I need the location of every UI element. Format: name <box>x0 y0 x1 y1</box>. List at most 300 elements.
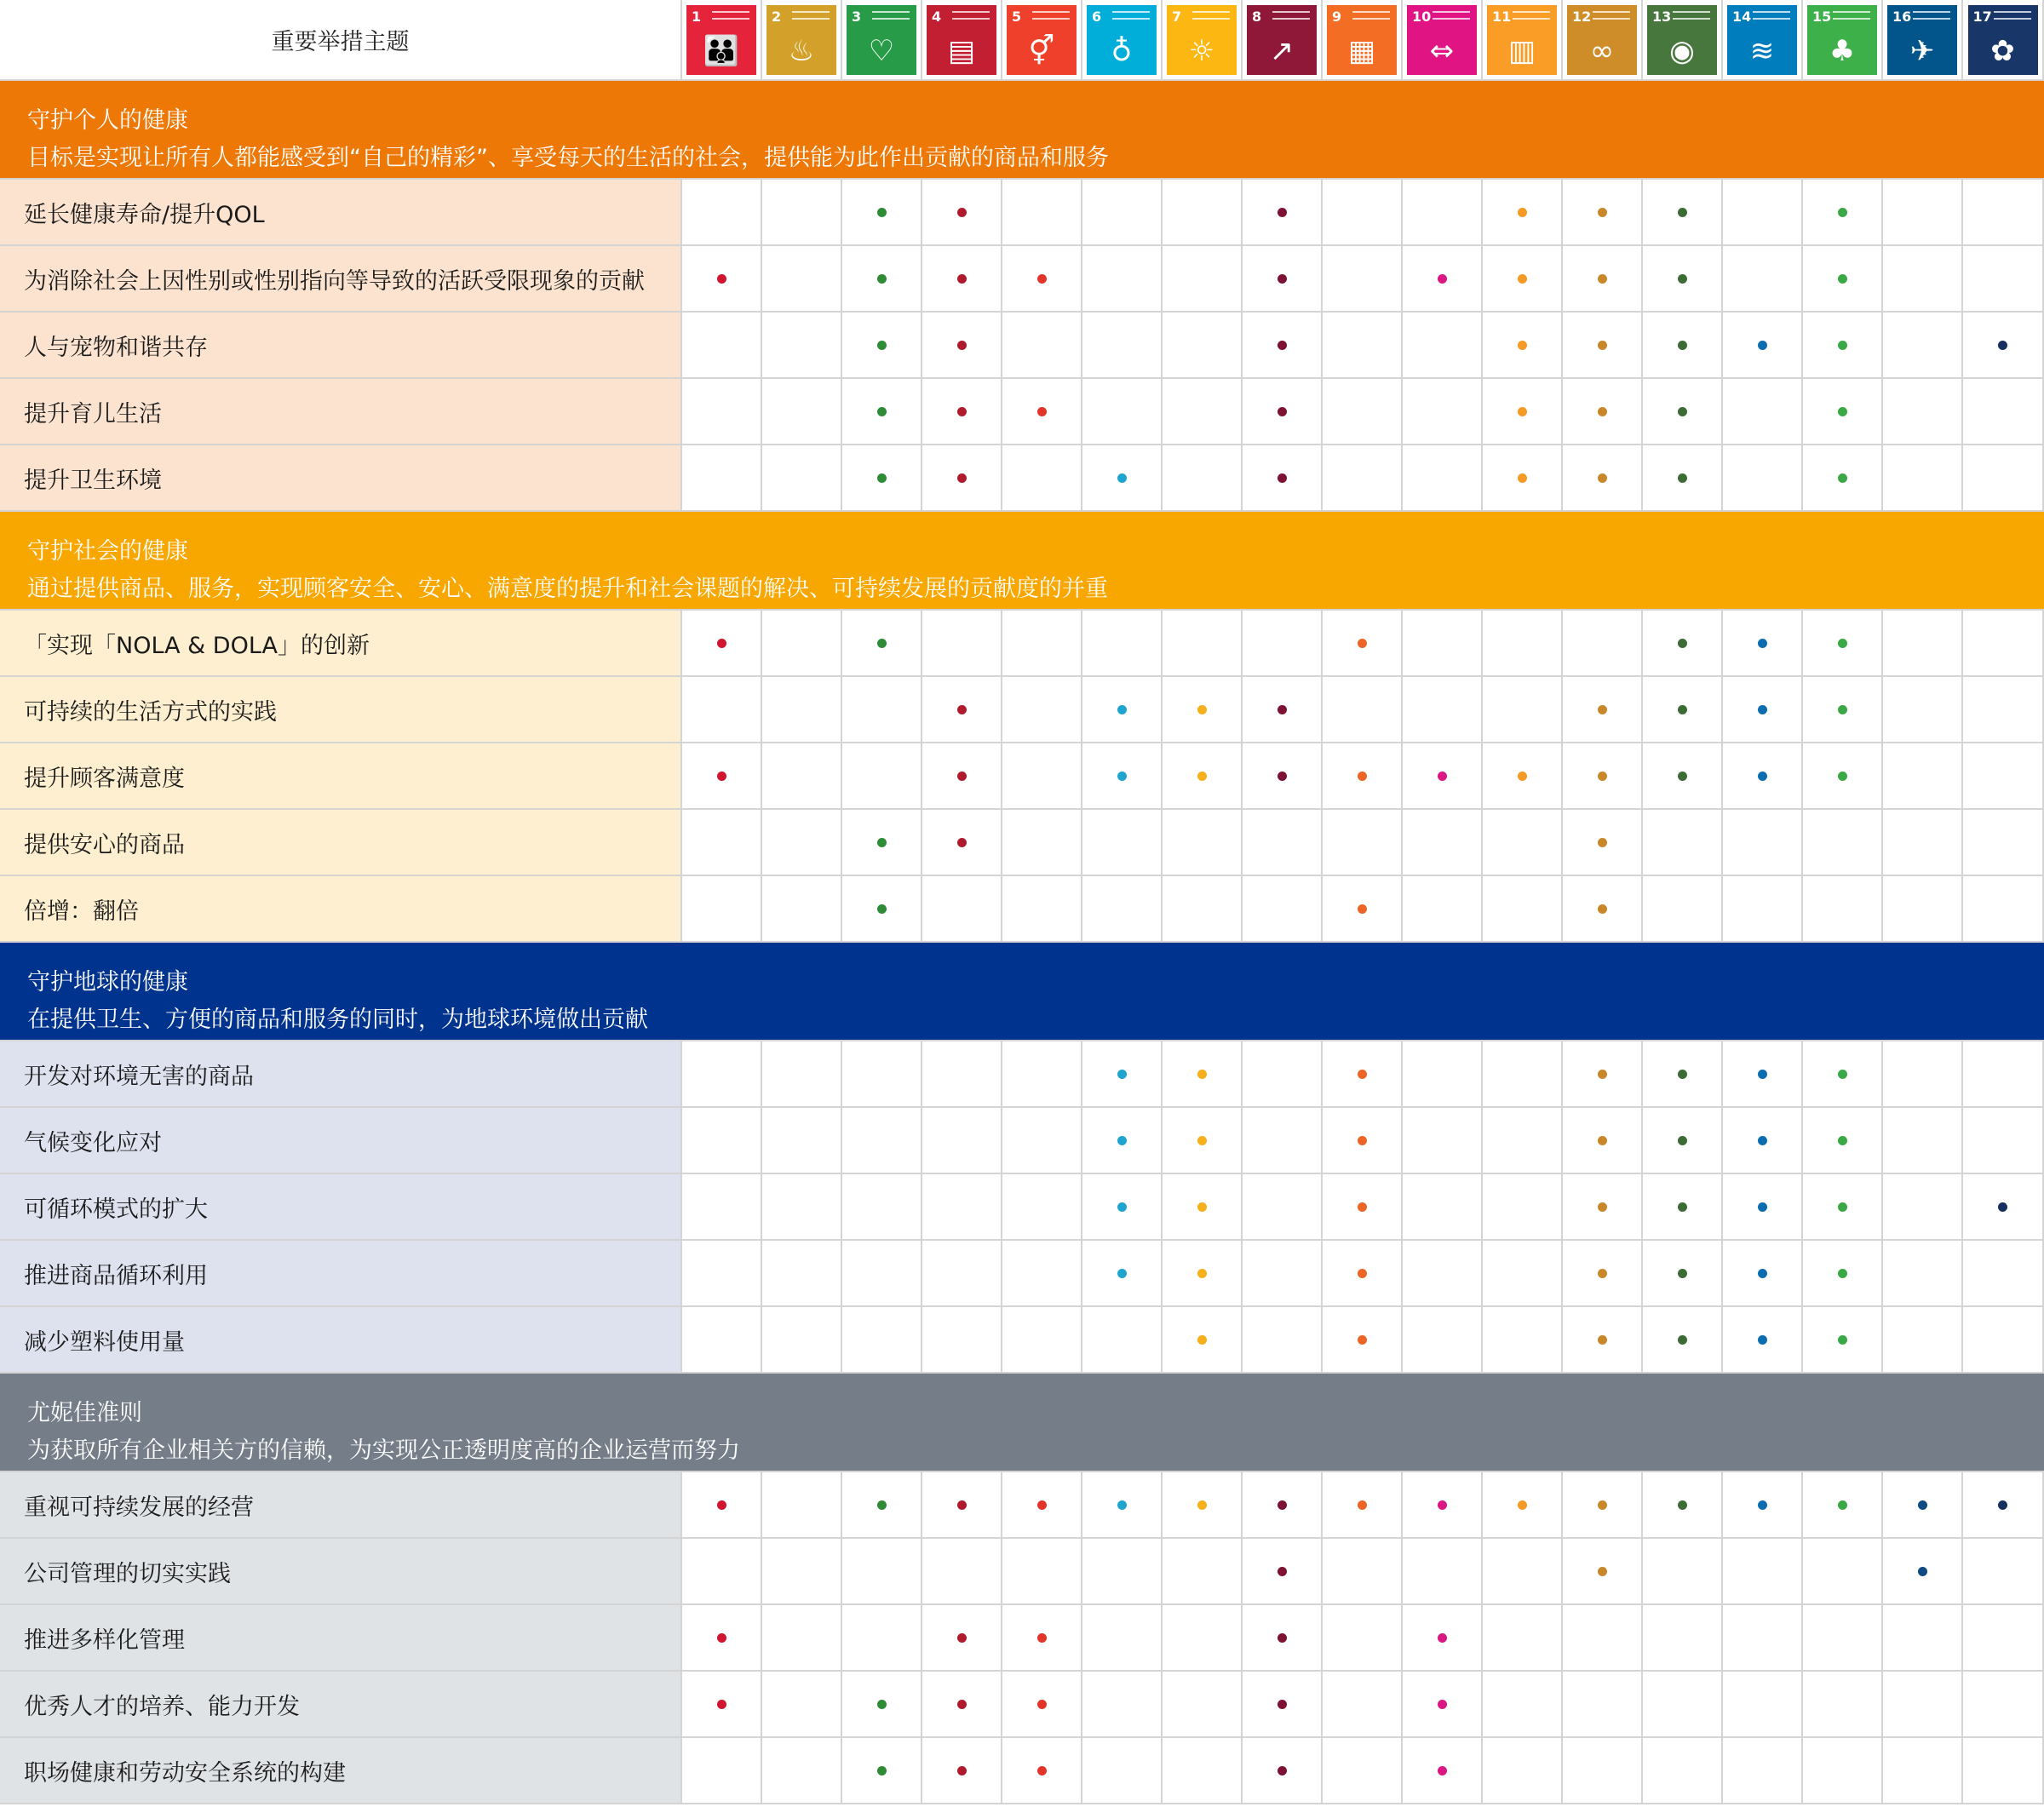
sdg-cell <box>1323 1472 1403 1539</box>
sdg-contribution-dot <box>1678 1335 1687 1345</box>
sdg-cell <box>1883 1041 1963 1108</box>
sdg-cell <box>842 677 922 743</box>
sdg-contribution-dot <box>1358 1500 1367 1510</box>
sdg-cell <box>1483 445 1563 512</box>
sdg-cell <box>762 1539 842 1605</box>
sdg-cell <box>1723 445 1803 512</box>
sdg-number: 9 <box>1332 8 1342 25</box>
sdg-cell <box>1243 180 1323 246</box>
sdg-cell <box>1723 313 1803 379</box>
sdg-cell <box>1163 1108 1243 1174</box>
sdg-cell <box>762 313 842 379</box>
sdg-contribution-dot <box>957 838 967 847</box>
sdg-contribution-dot <box>957 341 967 350</box>
sdg-cell <box>1643 677 1723 743</box>
sdg-cell <box>1963 180 2044 246</box>
sdg-cell <box>1963 743 2044 810</box>
sdg-contribution-dot <box>877 838 887 847</box>
sdg-goal-text-lines <box>1112 11 1150 20</box>
sdg-cell <box>1563 1605 1643 1672</box>
sdg-cell <box>682 1539 762 1605</box>
sdg-contribution-dot <box>1278 274 1287 284</box>
sdg-contribution-dot <box>1598 838 1607 847</box>
sdg-cell <box>1803 180 1883 246</box>
category-header <box>0 943 2044 1041</box>
sdg-contribution-dot <box>1758 1136 1767 1145</box>
sdg-cell <box>1483 1738 1563 1804</box>
sdg-contribution-dot <box>1998 1202 2007 1212</box>
sdg-city-icon <box>1487 5 1557 75</box>
theme-label: 提供安心的商品 <box>0 810 682 876</box>
sdg-cell <box>1643 1738 1723 1804</box>
theme-label: 减少塑料使用量 <box>0 1307 682 1374</box>
sdg-cell <box>762 1738 842 1804</box>
sdg-cell <box>1803 1108 1883 1174</box>
theme-label: 开发对环境无害的商品 <box>0 1041 682 1108</box>
sdg-cell <box>922 1672 1002 1738</box>
sdg-cell <box>842 1738 922 1804</box>
sdg-contribution-dot <box>1117 705 1127 714</box>
sdg-cell <box>682 379 762 445</box>
sdg-contribution-dot <box>1197 1136 1207 1145</box>
sdg-cell <box>1163 246 1243 313</box>
sdg-cell <box>1082 313 1163 379</box>
sdg-cell <box>922 1241 1002 1307</box>
sdg-cell <box>1483 246 1563 313</box>
sdg-header-cell <box>842 0 922 81</box>
sdg-contribution-dot <box>957 208 967 217</box>
sdg-cell <box>842 1472 922 1539</box>
sdg-cell <box>682 180 762 246</box>
sdg-cell <box>1963 876 2044 943</box>
sdg-contribution-dot <box>1358 1202 1367 1212</box>
sdg-cell <box>1403 1605 1483 1672</box>
sdg-cell <box>1323 810 1403 876</box>
sdg-cell <box>1243 611 1323 677</box>
sdg-cell <box>1483 1539 1563 1605</box>
sdg-cell <box>762 810 842 876</box>
sdg-cell <box>1963 810 2044 876</box>
sdg-goal-text-lines <box>792 11 830 20</box>
sdg-cell <box>762 677 842 743</box>
sdg-cell <box>1563 677 1643 743</box>
sdg-cell <box>1563 313 1643 379</box>
sdg-contribution-dot <box>1438 274 1447 284</box>
sdg-contribution-dot <box>1838 341 1847 350</box>
sdg-cell <box>1483 743 1563 810</box>
sdg-contribution-dot <box>1358 1269 1367 1278</box>
sdg-contribution-dot <box>1838 473 1847 483</box>
sdg-contribution-dot <box>1838 1202 1847 1212</box>
sdg-cell <box>1643 1605 1723 1672</box>
sdg-contribution-dot <box>1678 639 1687 648</box>
sdg-contribution-dot <box>717 274 726 284</box>
sdg-sun-icon <box>1167 5 1237 75</box>
sdg-cell <box>842 611 922 677</box>
sdg-cell <box>1163 313 1243 379</box>
sdg-number: 1 <box>692 8 702 25</box>
sdg-goal-text-lines <box>1753 11 1790 20</box>
sdg-cell <box>762 743 842 810</box>
sdg-goal-text-lines <box>1352 11 1390 20</box>
sdg-contribution-dot <box>1358 1136 1367 1145</box>
sdg-cell <box>1243 1672 1323 1738</box>
sdg-cell <box>1002 379 1082 445</box>
sdg-contribution-dot <box>1117 1202 1127 1212</box>
sdg-cell <box>1163 1605 1243 1672</box>
sdg-goal-text-lines <box>1673 11 1710 20</box>
sdg-cell <box>1643 246 1723 313</box>
sdg-cell <box>1002 246 1082 313</box>
dove-icon: ✈ <box>1909 33 1935 68</box>
bowl-icon: ♨ <box>788 33 815 68</box>
tree-icon: ♣ <box>1829 33 1856 68</box>
sdg-cell <box>1803 876 1883 943</box>
sdg-contribution-dot <box>1598 904 1607 914</box>
sdg-contribution-dot <box>1598 1202 1607 1212</box>
category-description: 目标是实现让所有人都能感受到“自己的精彩”、享受每天的生活的社会，提供能为此作出贡献的商品和服务 <box>27 145 1109 171</box>
sdg-cell <box>682 743 762 810</box>
sdg-cell <box>1403 1108 1483 1174</box>
sdg-cell <box>682 1605 762 1672</box>
sdg-contribution-dot <box>957 407 967 416</box>
sdg-cell <box>922 611 1002 677</box>
sdg-contribution-dot <box>1037 1633 1047 1643</box>
sdg-cell <box>1323 246 1403 313</box>
sdg-cell <box>1163 876 1243 943</box>
sdg-number: 10 <box>1412 8 1432 25</box>
sdg-contribution-dot <box>1598 274 1607 284</box>
sdg-cell <box>842 1041 922 1108</box>
sdg-cell <box>762 1241 842 1307</box>
sdg-header-cell <box>1002 0 1082 81</box>
sdg-cell <box>762 1041 842 1108</box>
sdg-cell <box>1002 677 1082 743</box>
sdg-cell <box>682 611 762 677</box>
theme-label: 提升顾客满意度 <box>0 743 682 810</box>
sdg-cell <box>1163 379 1243 445</box>
sdg-cell <box>922 1108 1002 1174</box>
sdg-header-cell <box>1643 0 1723 81</box>
sdg-cell <box>1883 810 1963 876</box>
sdg-cell <box>1323 677 1403 743</box>
sdg-eye-earth-icon <box>1647 5 1717 75</box>
sdg-contribution-dot <box>1117 1500 1127 1510</box>
sdg-contribution-dot <box>1037 1500 1047 1510</box>
sdg-cell <box>1002 1108 1082 1174</box>
sdg-contribution-dot <box>877 341 887 350</box>
sdg-contribution-dot <box>877 208 887 217</box>
category-header <box>0 512 2044 611</box>
sdg-cell <box>1082 677 1163 743</box>
sdg-contribution-dot <box>1518 772 1527 781</box>
sdg-cell <box>1883 445 1963 512</box>
sdg-cell <box>762 180 842 246</box>
sdg-cell <box>1483 313 1563 379</box>
sdg-cell <box>762 1307 842 1374</box>
sdg-contribution-dot <box>1838 208 1847 217</box>
sdg-cell <box>1563 1672 1643 1738</box>
sdg-cell <box>842 313 922 379</box>
sdg-cell <box>1483 1241 1563 1307</box>
sdg-cell <box>1883 1672 1963 1738</box>
sdg-cell <box>1403 180 1483 246</box>
sdg-cell <box>1243 445 1323 512</box>
sdg-cell <box>1563 1472 1643 1539</box>
sdg-contribution-dot <box>1838 1070 1847 1079</box>
theme-label: 重视可持续发展的经营 <box>0 1472 682 1539</box>
sdg-cell <box>1403 246 1483 313</box>
sdg-cell <box>922 1539 1002 1605</box>
sdg-contribution-dot <box>1678 1269 1687 1278</box>
sdg-header-cell <box>1403 0 1483 81</box>
water-icon: ♁ <box>1111 33 1133 68</box>
sdg-cell <box>682 1307 762 1374</box>
sdg-cell <box>1643 1108 1723 1174</box>
sdg-cell <box>842 445 922 512</box>
sdg-cell <box>762 445 842 512</box>
sdg-cell <box>1563 1539 1643 1605</box>
sdg-cell <box>762 1672 842 1738</box>
sdg-cell <box>1403 677 1483 743</box>
sdg-cell <box>682 1672 762 1738</box>
sdg-contribution-dot <box>957 473 967 483</box>
sdg-contribution-dot <box>957 1766 967 1775</box>
sdg-contribution-dot <box>1117 1136 1127 1145</box>
sdg-equality-arrows-icon <box>1407 5 1477 75</box>
sdg-cell <box>1483 810 1563 876</box>
theme-label: 提升育儿生活 <box>0 379 682 445</box>
sdg-cell <box>1002 180 1082 246</box>
sdg-number: 4 <box>932 8 942 25</box>
sdg-contribution-dot <box>1518 274 1527 284</box>
sdg-cell <box>922 1174 1002 1241</box>
sdg-cell <box>1483 1108 1563 1174</box>
sdg-contribution-dot <box>1598 772 1607 781</box>
sdg-cell <box>1563 1241 1643 1307</box>
sdg-number: 17 <box>1972 8 1992 25</box>
sdg-cell <box>1323 313 1403 379</box>
sdg-cell <box>1323 611 1403 677</box>
sdg-cell <box>1483 611 1563 677</box>
sdg-cell <box>1803 445 1883 512</box>
sdg-contribution-dot <box>717 1633 726 1643</box>
sdg-cell <box>1243 1241 1323 1307</box>
sdg-contribution-dot <box>1278 473 1287 483</box>
sdg-contribution-dot <box>1678 1136 1687 1145</box>
sdg-number: 15 <box>1812 8 1832 25</box>
sdg-number: 2 <box>772 8 782 25</box>
sdg-infinity-icon <box>1567 5 1637 75</box>
sdg-contribution-dot <box>1278 208 1287 217</box>
sdg-cell <box>1723 1041 1803 1108</box>
sdg-contribution-dot <box>1518 1500 1527 1510</box>
sdg-contribution-dot <box>1197 1269 1207 1278</box>
sdg-cell <box>1002 1174 1082 1241</box>
sdg-cell <box>1643 743 1723 810</box>
sdg-header-cell <box>1563 0 1643 81</box>
sdg-contribution-dot <box>1518 407 1527 416</box>
sdg-cell <box>1563 379 1643 445</box>
sdg-contribution-dot <box>1037 1766 1047 1775</box>
sdg-cell <box>1963 1738 2044 1804</box>
sdg-header-cell <box>762 0 842 81</box>
sdg-cell <box>1163 1472 1243 1539</box>
sdg-contribution-dot <box>1838 407 1847 416</box>
sdg-header-cell <box>1803 0 1883 81</box>
sdg-cell <box>682 1472 762 1539</box>
sdg-number: 7 <box>1172 8 1182 25</box>
sdg-cell <box>1082 1241 1163 1307</box>
sdg-contribution-dot <box>1598 1567 1607 1576</box>
sdg-cell <box>1483 677 1563 743</box>
sdg-contribution-dot <box>1358 904 1367 914</box>
sdg-cell <box>1082 611 1163 677</box>
sdg-contribution-dot <box>1838 639 1847 648</box>
sdg-contribution-dot <box>1197 1070 1207 1079</box>
category-description: 通过提供商品、服务，实现顾客安全、安心、满意度的提升和社会课题的解决、可持续发展的贡献度的并重 <box>27 576 1108 602</box>
sdg-cell <box>1723 1605 1803 1672</box>
sdg-contribution-dot <box>1598 1269 1607 1278</box>
category-description: 在提供卫生、方便的商品和服务的同时，为地球环境做出贡献 <box>27 1007 648 1033</box>
sdg-contribution-dot <box>877 904 887 914</box>
sdg-cell <box>682 445 762 512</box>
sdg-cell <box>1243 313 1323 379</box>
sdg-cell <box>1883 1108 1963 1174</box>
sdg-contribution-dot <box>1678 208 1687 217</box>
sdg-cell <box>1002 1539 1082 1605</box>
sdg-contribution-dot <box>957 705 967 714</box>
sdg-contribution-dot <box>1197 1202 1207 1212</box>
sdg-cell <box>1963 379 2044 445</box>
sdg-gender-icon <box>1007 5 1077 75</box>
sdg-cell <box>1243 1605 1323 1672</box>
sdg-goal-text-lines <box>1192 11 1230 20</box>
sdg-cell <box>1723 1108 1803 1174</box>
theme-label: 公司管理的切实实践 <box>0 1539 682 1605</box>
sdg-cell <box>1483 1307 1563 1374</box>
sdg-cell <box>922 246 1002 313</box>
sdg-header-cell <box>1163 0 1243 81</box>
sdg-contribution-dot <box>1518 208 1527 217</box>
sdg-cell <box>1002 1241 1082 1307</box>
sdg-contribution-dot <box>877 1500 887 1510</box>
sdg-cell <box>1723 1307 1803 1374</box>
sdg-cell <box>1002 1307 1082 1374</box>
theme-label: 可持续的生活方式的实践 <box>0 677 682 743</box>
category-title: 尤妮佳准则 <box>27 1400 142 1426</box>
sdg-cell <box>1403 1307 1483 1374</box>
sdg-cell <box>1163 611 1243 677</box>
book-icon: ▤ <box>947 33 976 68</box>
sdg-cell <box>1723 1472 1803 1539</box>
sdg-cell <box>1002 1472 1082 1539</box>
sdg-contribution-dot <box>1117 772 1127 781</box>
sdg-contribution-dot <box>957 772 967 781</box>
city-icon: ▥ <box>1507 33 1536 68</box>
sdg-cell <box>1403 611 1483 677</box>
category-title: 守护社会的健康 <box>27 538 188 565</box>
sdg-cell <box>1163 180 1243 246</box>
sdg-contribution-dot <box>1838 1335 1847 1345</box>
sdg-cell <box>1082 1605 1163 1672</box>
sdg-contribution-dot <box>957 1700 967 1709</box>
sdg-cell <box>1723 611 1803 677</box>
sdg-cell <box>682 1738 762 1804</box>
sdg-cell <box>762 1108 842 1174</box>
sdg-number: 13 <box>1652 8 1672 25</box>
sdg-cell <box>682 1174 762 1241</box>
sdg-number: 11 <box>1492 8 1512 25</box>
sdg-cell <box>842 1605 922 1672</box>
sdg-cell <box>1403 379 1483 445</box>
sdg-cell <box>1002 1738 1082 1804</box>
sdg-contribution-dot <box>1278 1633 1287 1643</box>
sdg-growth-chart-icon <box>1247 5 1317 75</box>
sdg-cell <box>842 180 922 246</box>
sdg-goal-text-lines <box>872 11 910 20</box>
sdg-cell <box>762 611 842 677</box>
sdg-contribution-dot <box>1838 274 1847 284</box>
sdg-cell <box>1643 445 1723 512</box>
sdg-cell <box>1963 1307 2044 1374</box>
theme-label: 为消除社会上因性别或性别指向等导致的活跃受限现象的贡献 <box>0 246 682 313</box>
sdg-cell <box>1323 180 1403 246</box>
sdg-cell <box>1803 810 1883 876</box>
sdg-contribution-dot <box>1678 705 1687 714</box>
sdg-cell <box>842 1241 922 1307</box>
sdg-cell <box>1883 180 1963 246</box>
sdg-cell <box>1483 1672 1563 1738</box>
sdg-cell <box>842 246 922 313</box>
sdg-cell <box>682 313 762 379</box>
sdg-cell <box>1723 810 1803 876</box>
sdg-contribution-dot <box>957 1633 967 1643</box>
sdg-contribution-dot <box>1278 407 1287 416</box>
sdg-cell <box>1803 1605 1883 1672</box>
sdg-cell <box>842 743 922 810</box>
sdg-header-cell <box>682 0 762 81</box>
sdg-contribution-dot <box>1678 341 1687 350</box>
sdg-cell <box>1163 810 1243 876</box>
heartbeat-icon: ♡ <box>868 33 895 68</box>
sdg-cell <box>682 1041 762 1108</box>
sdg-cell <box>1403 743 1483 810</box>
sdg-cell <box>842 1174 922 1241</box>
sdg-contribution-dot <box>1758 1500 1767 1510</box>
sdg-cell <box>1803 1738 1883 1804</box>
sdg-cell <box>762 876 842 943</box>
sdg-number: 8 <box>1252 8 1262 25</box>
sdg-cell <box>922 743 1002 810</box>
sdg-cell <box>1883 1539 1963 1605</box>
sdg-flower-rings-icon <box>1968 5 2038 75</box>
sdg-cell <box>1563 1307 1643 1374</box>
sdg-cell <box>1803 611 1883 677</box>
sdg-cell <box>1082 810 1163 876</box>
sdg-cell <box>1643 810 1723 876</box>
sdg-cell <box>1563 246 1643 313</box>
sdg-goal-text-lines <box>1994 11 2031 20</box>
sdg-cell <box>1243 1174 1323 1241</box>
sdg-header-cell <box>1723 0 1803 81</box>
sdg-cell <box>1723 743 1803 810</box>
sdg-cell <box>1243 810 1323 876</box>
sdg-contribution-dot <box>1197 1500 1207 1510</box>
sdg-cell <box>1803 1041 1883 1108</box>
sdg-contribution-dot <box>1438 772 1447 781</box>
sdg-cell <box>1563 743 1643 810</box>
